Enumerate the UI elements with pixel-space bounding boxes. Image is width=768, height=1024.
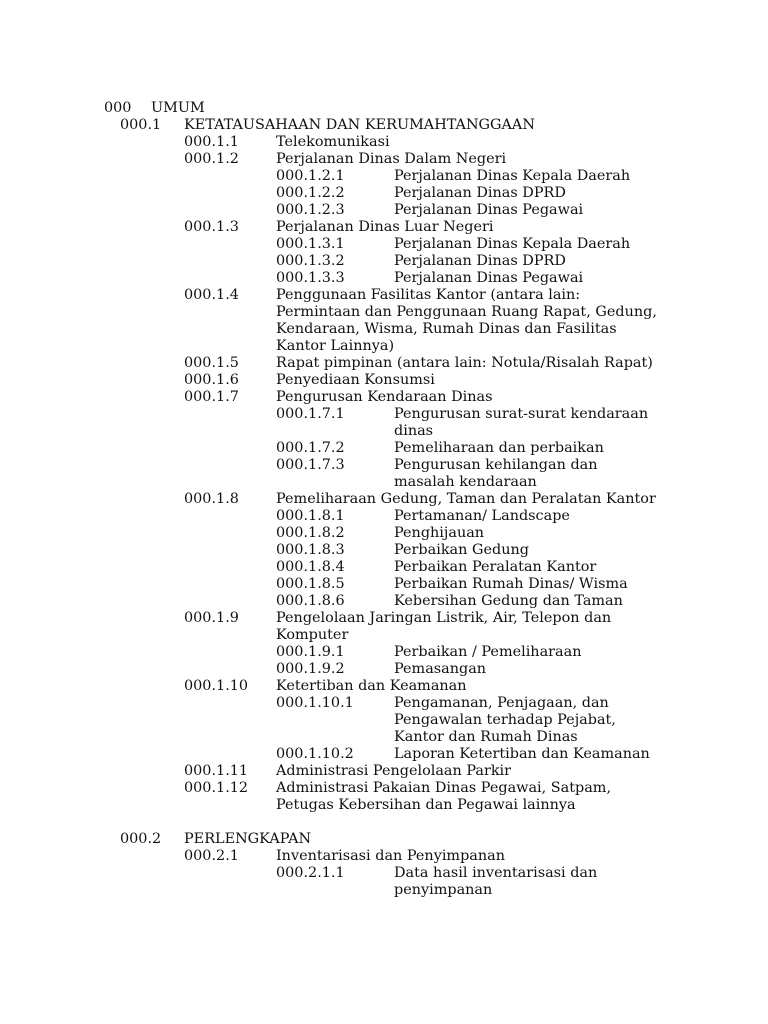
list-row [0,661,768,678]
list-row [0,423,768,440]
classification-code: 000.1.1 [184,134,239,150]
classification-code: 000 [104,100,132,116]
classification-title: Perbaikan Gedung [394,542,529,558]
list-row [0,117,768,134]
list-row [0,321,768,338]
classification-title: Perjalanan Dinas DPRD [394,253,566,269]
list-row [0,542,768,559]
list-row [0,491,768,508]
classification-code: 000.2 [120,831,162,847]
classification-code: 000.1.2.3 [276,202,345,218]
list-row [0,236,768,253]
list-row [0,219,768,236]
classification-title: Pengurusan surat-surat kendaraan [394,406,649,422]
classification-title: Perjalanan Dinas Dalam Negeri [276,151,507,167]
classification-title: Perjalanan Dinas Pegawai [394,270,584,286]
classification-title: Kendaraan, Wisma, Rumah Dinas dan Fasilitas [276,321,617,337]
classification-code: 000.1.3 [184,219,239,235]
classification-title: Petugas Kebersihan dan Pegawai lainnya [276,797,576,813]
list-row [0,678,768,695]
classification-code: 000.1.8.2 [276,525,345,541]
classification-code: 000.1.7 [184,389,239,405]
classification-title: penyimpanan [394,882,493,898]
classification-code: 000.1.8.1 [276,508,345,524]
classification-code: 000.1.5 [184,355,239,371]
classification-title: Pertamanan/ Landscape [394,508,570,524]
classification-code: 000.1.8 [184,491,239,507]
classification-title: masalah kendaraan [394,474,537,490]
classification-title: Perjalanan Dinas Luar Negeri [276,219,494,235]
list-row [0,134,768,151]
classification-title: Administrasi Pengelolaan Parkir [276,763,512,779]
classification-code: 000.1.10 [184,678,249,694]
classification-title: Kebersihan Gedung dan Taman [394,593,623,609]
list-row [0,440,768,457]
classification-title: Penghijauan [394,525,485,541]
classification-code: 000.1.2.1 [276,168,345,184]
list-row [0,253,768,270]
classification-title: Penyediaan Konsumsi [276,372,435,388]
classification-code: 000.1.7.1 [276,406,345,422]
classification-title: UMUM [151,100,205,116]
classification-title: Rapat pimpinan (antara lain: Notula/Risalah Rapat) [276,355,653,371]
list-row [0,270,768,287]
classification-title: Pemasangan [394,661,487,677]
classification-code: 000.1.4 [184,287,239,303]
list-row [0,372,768,389]
list-row [0,355,768,372]
classification-code: 000.1.8.3 [276,542,345,558]
list-row [0,168,768,185]
list-row [0,831,768,848]
classification-code: 000.1.3.1 [276,236,345,252]
list-row [0,576,768,593]
classification-code: 000.1.8.5 [276,576,345,592]
list-row [0,202,768,219]
classification-code: 000.1.6 [184,372,239,388]
classification-code: 000.1.9.1 [276,644,345,660]
list-row [0,457,768,474]
list-row [0,729,768,746]
classification-title: Pemeliharaan Gedung, Taman dan Peralatan Kantor [276,491,656,507]
list-row [0,865,768,882]
list-row [0,185,768,202]
list-row [0,474,768,491]
classification-code: 000.1.7.3 [276,457,345,473]
classification-title: Perjalanan Dinas Pegawai [394,202,584,218]
list-row [0,151,768,168]
list-row [0,100,768,117]
list-row [0,746,768,763]
classification-title: KETATAUSAHAAN DAN KERUMAHTANGGAAN [184,117,535,133]
classification-code: 000.1.2.2 [276,185,345,201]
classification-title: dinas [394,423,434,439]
classification-title: Pengurusan Kendaraan Dinas [276,389,493,405]
list-row [0,780,768,797]
classification-title: Perbaikan Rumah Dinas/ Wisma [394,576,628,592]
list-row [0,610,768,627]
classification-title: Penggunaan Fasilitas Kantor (antara lain: [276,287,581,303]
classification-title: Perbaikan / Pemeliharaan [394,644,582,660]
classification-title: Perjalanan Dinas DPRD [394,185,566,201]
classification-title: PERLENGKAPAN [184,831,312,847]
list-row [0,882,768,899]
list-row [0,763,768,780]
list-row [0,593,768,610]
classification-code: 000.1.8.4 [276,559,345,575]
classification-code: 000.1.12 [184,780,249,796]
list-row [0,525,768,542]
classification-title: Laporan Ketertiban dan Keamanan [394,746,650,762]
classification-title: Pemeliharaan dan perbaikan [394,440,604,456]
classification-code: 000.2.1 [184,848,239,864]
classification-code: 000.1 [120,117,162,133]
classification-title: Telekomunikasi [276,134,390,150]
list-row [0,559,768,576]
classification-code: 000.1.10.2 [276,746,354,762]
list-row [0,508,768,525]
classification-code: 000.2.1.1 [276,865,345,881]
classification-title: Komputer [276,627,349,643]
classification-code: 000.1.7.2 [276,440,345,456]
list-row [0,797,768,814]
list-row [0,627,768,644]
classification-title: Administrasi Pakaian Dinas Pegawai, Satpam, [276,780,612,796]
list-row [0,712,768,729]
classification-title: Perbaikan Peralatan Kantor [394,559,597,575]
list-row [0,644,768,661]
classification-title: Pengamanan, Penjagaan, dan [394,695,609,711]
list-row [0,338,768,355]
classification-title: Pengurusan kehilangan dan [394,457,598,473]
classification-title: Data hasil inventarisasi dan [394,865,598,881]
classification-title: Inventarisasi dan Penyimpanan [276,848,505,864]
classification-title: Kantor Lainnya) [276,338,395,354]
classification-code: 000.1.3.3 [276,270,345,286]
list-row [0,287,768,304]
classification-code: 000.1.11 [184,763,249,779]
classification-code: 000.1.3.2 [276,253,345,269]
classification-code: 000.1.9 [184,610,239,626]
classification-code: 000.1.9.2 [276,661,345,677]
classification-title: Kantor dan Rumah Dinas [394,729,578,745]
classification-title: Pengawalan terhadap Pejabat, [394,712,616,728]
classification-code: 000.1.2 [184,151,239,167]
classification-title: Ketertiban dan Keamanan [276,678,467,694]
classification-title: Perjalanan Dinas Kepala Daerah [394,168,631,184]
list-row [0,848,768,865]
list-row [0,406,768,423]
list-row [0,695,768,712]
classification-code: 000.1.10.1 [276,695,354,711]
classification-title: Pengelolaan Jaringan Listrik, Air, Telepon dan [276,610,612,626]
classification-title: Permintaan dan Penggunaan Ruang Rapat, Gedung, [276,304,657,320]
classification-code: 000.1.8.6 [276,593,345,609]
classification-title: Perjalanan Dinas Kepala Daerah [394,236,631,252]
list-row [0,304,768,321]
list-row [0,389,768,406]
